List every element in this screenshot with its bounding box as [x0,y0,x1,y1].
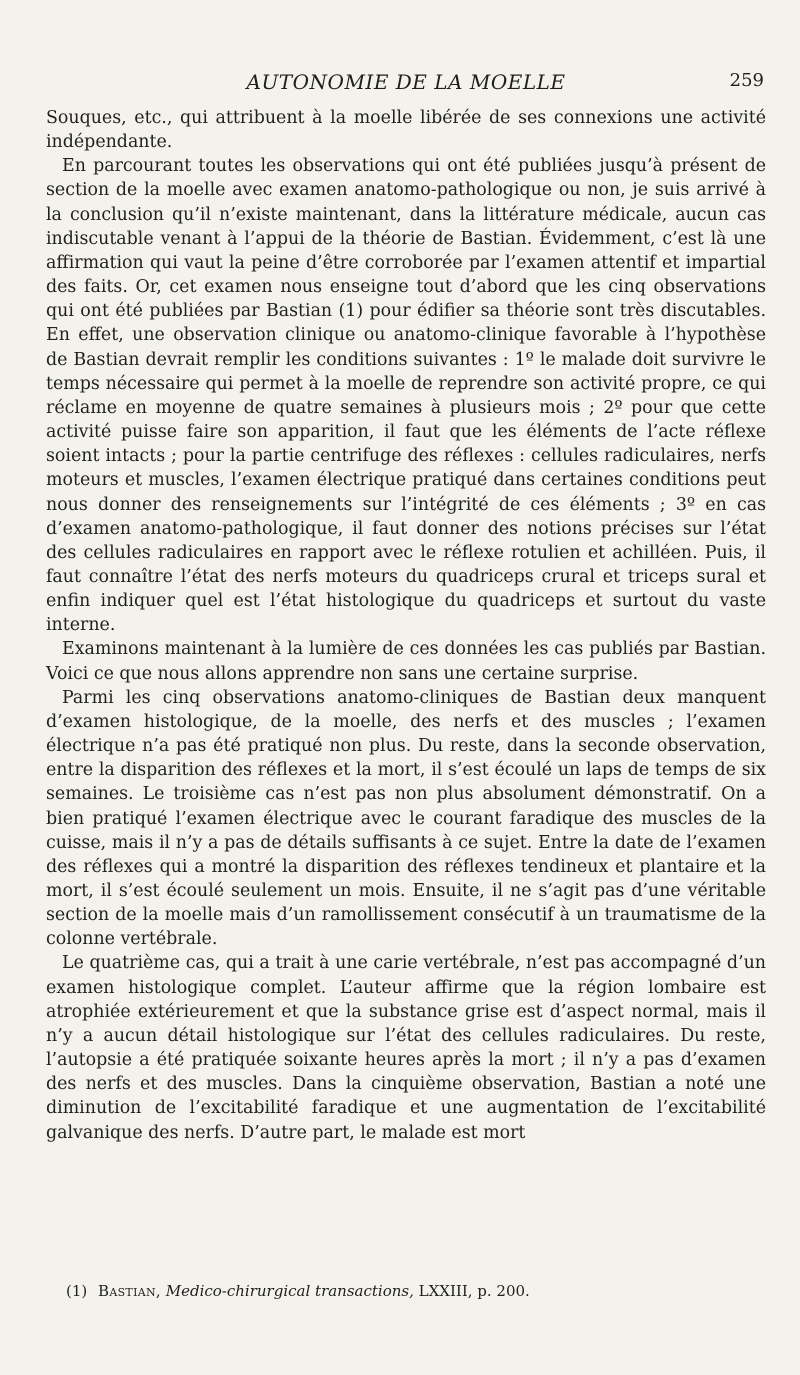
body-text [46,106,766,1145]
footnote-marker: (1) [66,1282,88,1300]
running-title: AUTONOMIE DE LA MOELLE [246,70,566,94]
page-header [46,64,766,98]
footnote-source: Medico-chirurgical transactions, [165,1282,414,1300]
page-number: 259 [729,70,764,91]
footnote-reference: LXXIII, p. 200. [418,1282,530,1300]
paragraph: Examinons maintenant à la lumière de ces données les cas publiés par Bastian. Voici ce que nous allons apprendre non sans une certaine surprise. [46,639,766,684]
footnote [66,1281,766,1301]
paragraph-continuation: Souques, etc., qui attribuent à la moelle libérée de ses connexions une activité indépendante. [46,108,766,153]
paragraph: En parcourant toutes les observations qui ont été publiées jusqu’à présent de section de la moelle avec examen anatomo-pathologique ou non, je suis arrivé à la conclusion qu’il n’existe maintenant, dans la littérature médicale, aucun cas indiscutable venant à l’appui de la théorie de Bastian. Évidemment, c’est là une affirmation qui vaut la peine d’être corroborée par l’examen attentif et impartial des faits. Or, cet examen nous enseigne tout d’abord que les cinq observations qui ont été publiées par Bastian (1) pour édifier sa théorie sont très discutables. En effet, une observation clinique ou anatomo-clinique favorable à l’hypothèse de Bastian devrait remplir les conditions suivantes : 1º le malade doit survivre le temps nécessaire qui permet à la moelle de reprendre son activité propre, ce qui réclame en moyenne de quatre semaines à plusieurs mois ; 2º pour que cette activité puisse faire son apparition, il faut que les éléments de l’acte réflexe soient intacts ; pour la partie centrifuge des réflexes : cellules radiculaires, nerfs moteurs et muscles, l’examen électrique pratiqué dans certaines conditions peut nous donner des renseignements sur l’intégrité de ces éléments ; 3º en cas d’examen anatomo-pathologique, il faut donner des notions précises sur l’état des cellules radiculaires en rapport avec le réflexe rotulien et achilléen. Puis, il faut connaître l’état des nerfs moteurs du quadriceps crural et triceps sural et enfin indiquer quel est l’état histologique du quadriceps et surtout du vaste interne. [46,156,766,636]
footnote-author: Bastian, [98,1282,161,1300]
paragraph: Parmi les cinq observations anatomo-cliniques de Bastian deux manquent d’examen histologique, de la moelle, des nerfs et des muscles ; l’examen électrique n’a pas été pratiqué non plus. Du reste, dans la seconde observation, entre la disparition des réflexes et la mort, il s’est écoulé un laps de temps de six semaines. Le troisième cas n’est pas non plus absolument démonstratif. On a bien pratiqué l’examen électrique avec le courant faradique des muscles de la cuisse, mais il n’y a pas de détails suffisants à ce sujet. Entre la date de l’examen des réflexes qui a montré la disparition des réflexes tendineux et plantaire et la mort, il s’est écoulé seulement un mois. Ensuite, il ne s’agit pas d’une véritable section de la moelle mais d’un ramollissement consécutif à un traumatisme de la colonne vertébrale. [46,687,766,950]
paragraph: Le quatrième cas, qui a trait à une carie vertébrale, n’est pas accompagné d’un examen histologique complet. L’auteur affirme que la région lombaire est atrophiée extérieurement et que la substance grise est d’aspect normal, mais il n’y a aucun détail histologique sur l’état des cellules radiculaires. Du reste, l’autopsie a été pratiquée soixante heures après la mort ; il n’y a pas d’examen des nerfs et des muscles. Dans la cinquième observation, Bastian a noté une diminution de l’excitabilité faradique et une augmentation de l’excitabilité galvanique des nerfs. D’autre part, le malade est mort [46,953,766,1143]
